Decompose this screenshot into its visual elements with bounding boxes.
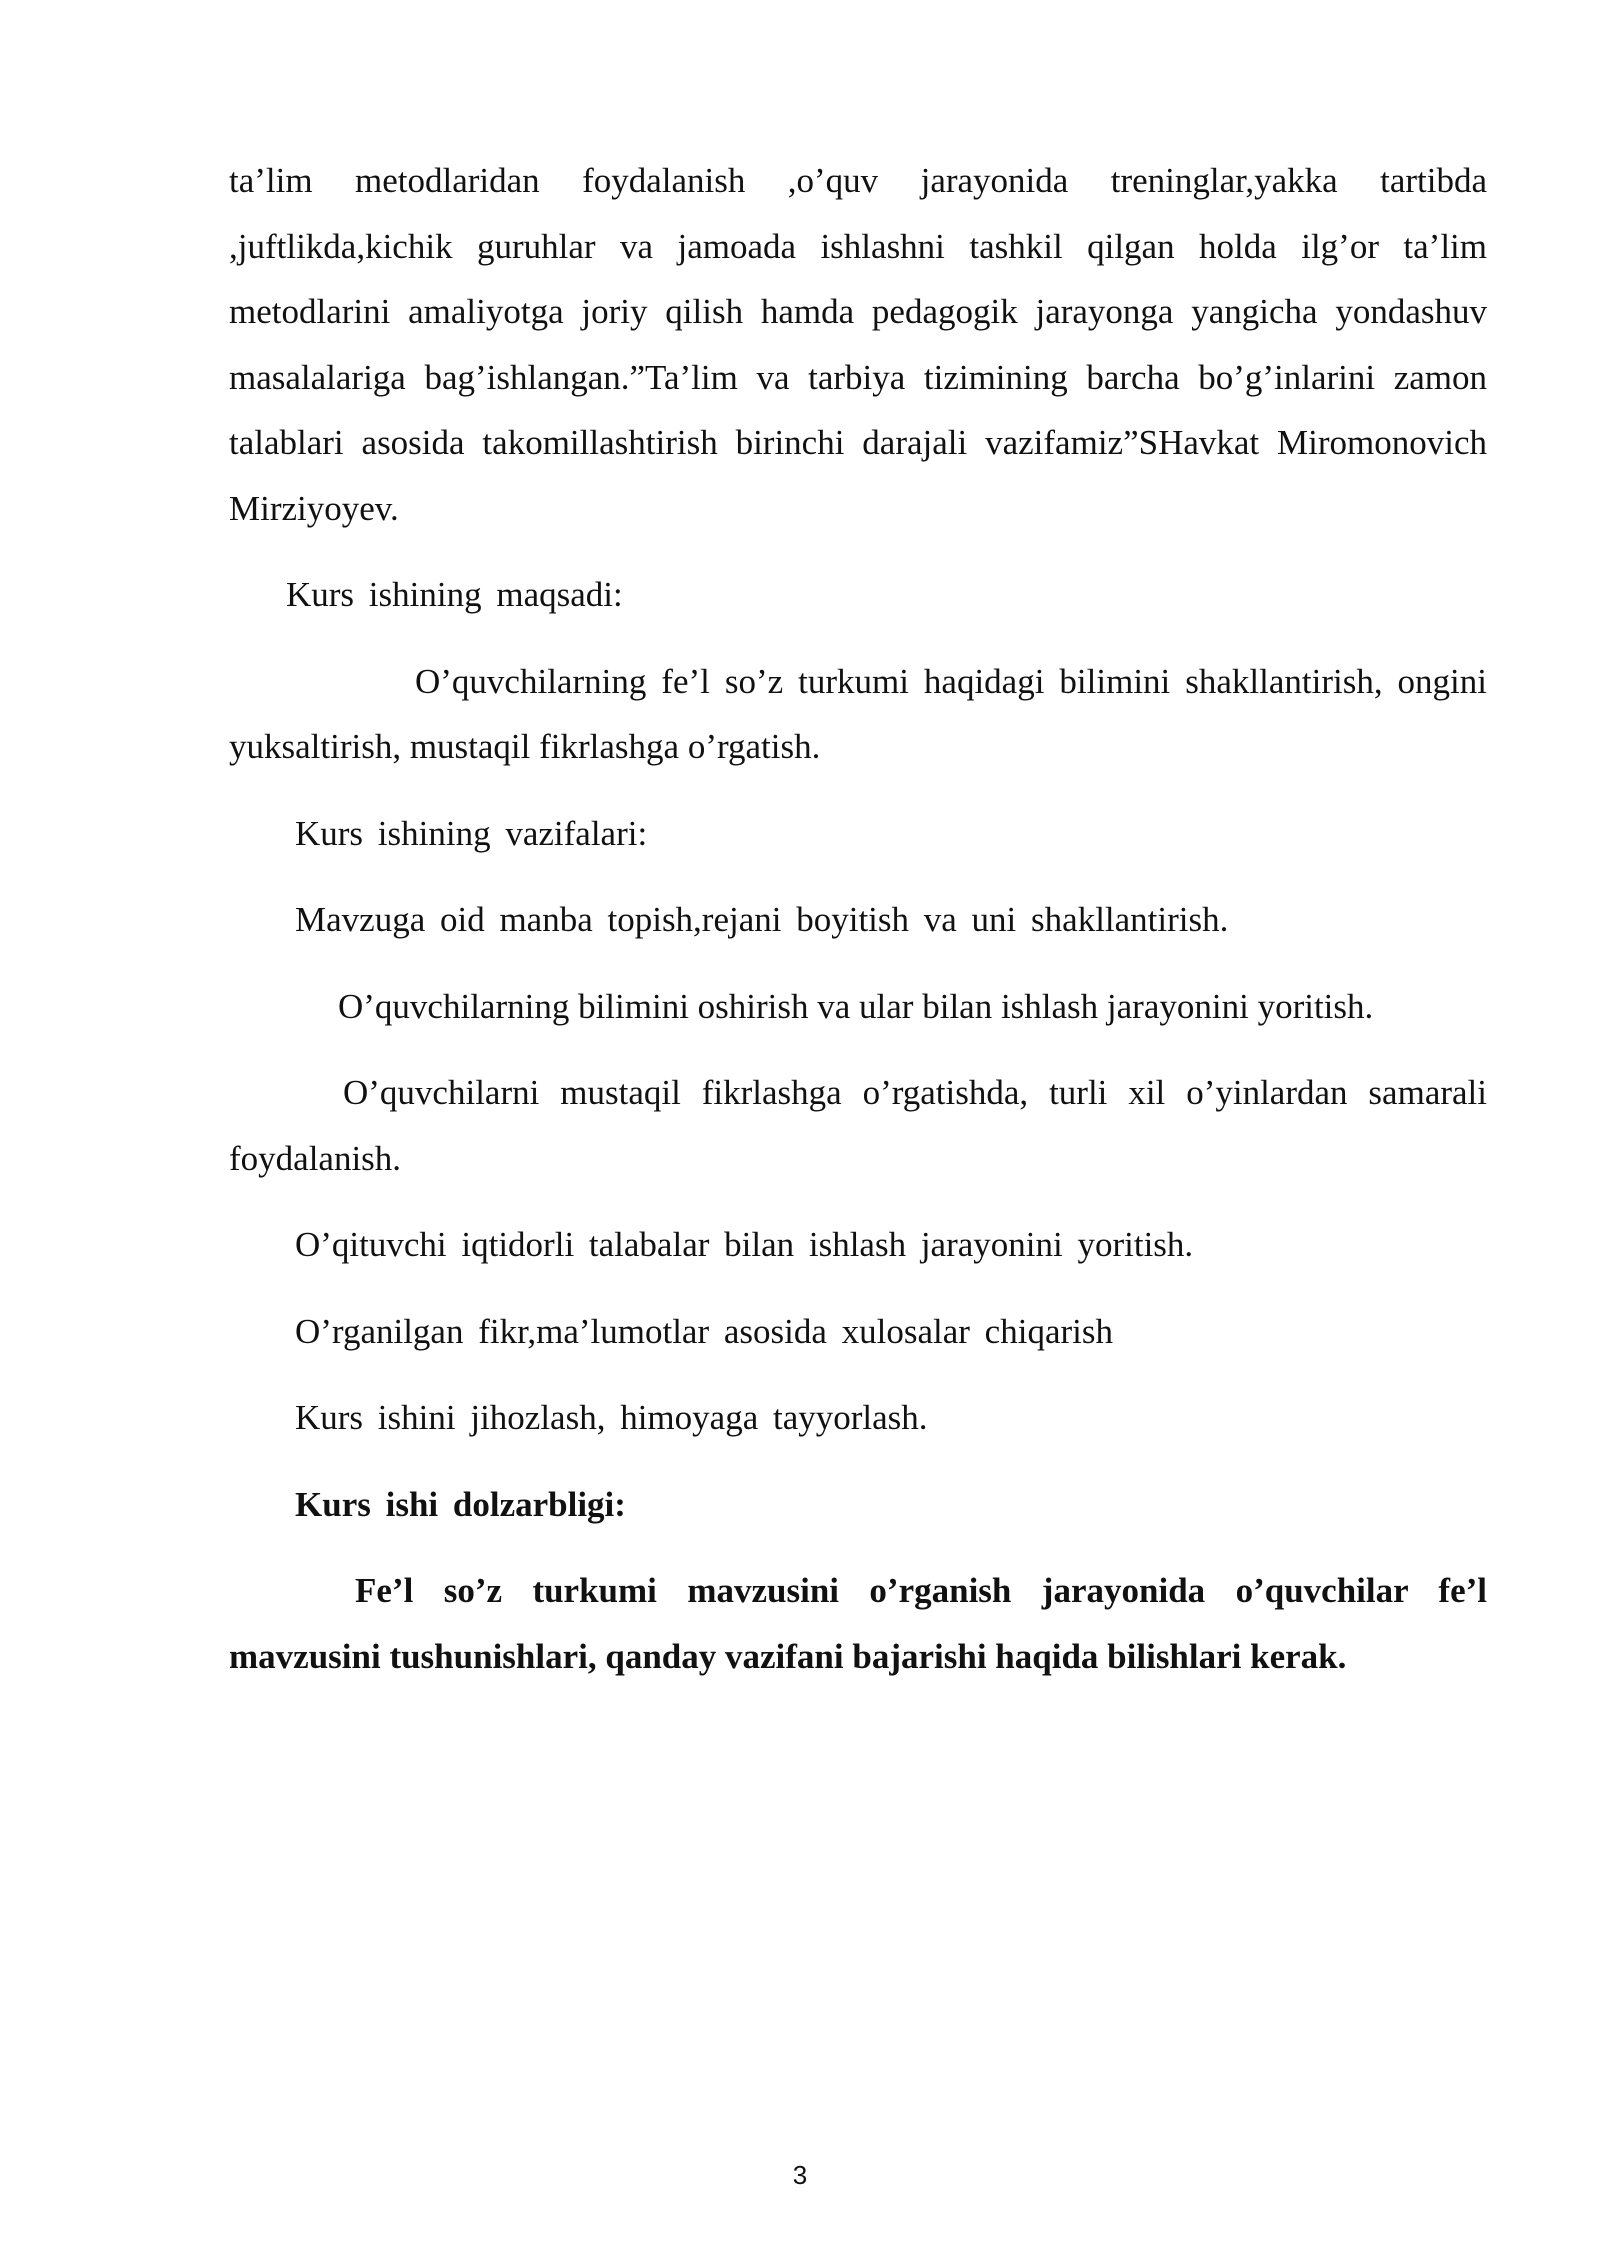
document-body [229, 148, 1487, 1689]
relevance-heading: Kurs ishi dolzarbligi: [295, 1484, 626, 1524]
intro-paragraph: ta’lim metodlaridan foydalanish ,o’quv jarayonida treninglar,yakka tartibda ,juftlikda,kichik guruhlar va jamoada ishlashni tashkil qilgan holda ilg’or ta’lim metodlarini amaliyotga joriy qilish hamda pedagogik jarayonga yangicha yondashuv masalalariga bag’ishlangan.”Ta’lim va tarbiya tizimining barcha bo’g’inlarini zamon talablari asosida takomillashtirish birinchi darajali vazifamiz”SHavkat Miromonovich Mirziyoyev. [229, 161, 1487, 528]
task-item: O’qituvchi iqtidorli talabalar bilan ishlash jarayonini yoritish. [295, 1225, 1194, 1264]
goal-heading: Kurs ishining maqsadi: [286, 575, 623, 614]
relevance-paragraph: Fe’l so’z turkumi mavzusini o’rganish jarayonida o’quvchilar fe’l mavzusini tushunishlari, qanday vazifani bajarishi haqida bilishlari kerak. [229, 1571, 1487, 1676]
goal-paragraph: O’quvchilarning fe’l so’z turkumi haqidagi bilimini shakllantirish, ongini yuksaltirish, mustaqil fikrlashga o’rgatish. [229, 661, 1487, 766]
tasks-heading: Kurs ishining vazifalari: [295, 813, 648, 853]
task-item: O’quvchilarning bilimini oshirish va ular bilan ishlash jarayonini yoritish. [338, 986, 1374, 1026]
task-item: O’rganilgan fikr,ma’lumotlar asosida xulosalar chiqarish [295, 1311, 1113, 1351]
task-item: Mavzuga oid manba topish,rejani boyitish va uni shakllantirish. [295, 900, 1229, 939]
task-item: Kurs ishini jihozlash, himoyaga tayyorlash. [295, 1398, 928, 1437]
task-item: O’quvchilarni mustaqil fikrlashga o’rgatishda, turli xil o’yinlardan samarali foydalanish. [229, 1073, 1487, 1178]
page-number: 3 [792, 2160, 808, 2190]
